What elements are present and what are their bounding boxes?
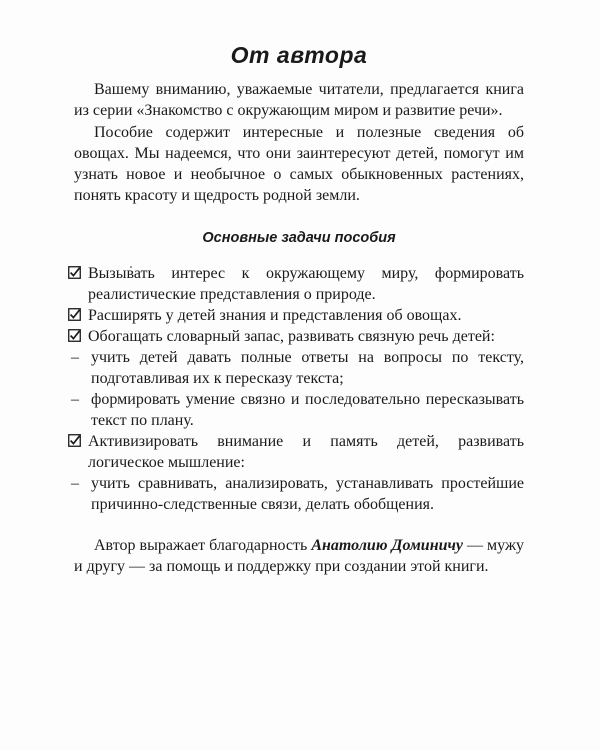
- dash-bullet-icon: –: [71, 391, 79, 408]
- page-content: [71, 42, 525, 577]
- intro-paragraph-1: Вашему вниманию, уважаемые читатели, предлагается книга из серии «Знакомство с окружающим миром и развитие речи».: [74, 81, 524, 119]
- checkbox-checked-icon: [68, 434, 81, 447]
- acknowledgement: [74, 535, 524, 577]
- checkbox-checked-icon: [68, 329, 81, 342]
- task-text: Расширять у детей знания и представления об овощах.: [88, 307, 462, 324]
- subtask-list: [68, 347, 524, 431]
- subtask-item: [68, 347, 524, 389]
- subtask-item: [68, 389, 524, 431]
- task-item: [68, 305, 524, 326]
- acknowledgement-name: Анатолию Доминичу: [311, 537, 463, 554]
- task-item: [68, 431, 524, 473]
- subtask-list: [68, 473, 524, 515]
- task-text: Активизировать внимание и память детей, развивать логическое мышление:: [88, 433, 524, 471]
- page-title: От автора: [230, 42, 368, 68]
- acknowledgement-before: Автор выражает благодарность: [94, 537, 312, 554]
- dash-bullet-icon: –: [71, 349, 79, 366]
- task-item: [68, 326, 524, 347]
- dash-bullet-icon: –: [71, 475, 79, 492]
- tasks-heading: Основные задачи пособия: [202, 230, 396, 246]
- subtask-text: учить детей давать полные ответы на вопросы по тексту, подготавливая их к пересказу текста;: [91, 349, 524, 387]
- checkbox-checked-icon: [68, 308, 81, 321]
- subtask-text: формировать умение связно и последовательно пересказывать текст по плану.: [91, 391, 524, 429]
- intro-paragraph-2: Пособие содержит интересные и полезные сведения об овощах. Мы надеемся, что они заинтересуют детей, помогут им узнать новое и необычное о самых обыкновенных растениях, понять красоту и щедрость родной земли.: [74, 124, 524, 204]
- task-text: Обогащать словарный запас, развивать связную речь детей:: [88, 328, 495, 345]
- acknowledgement-after: — мужу и другу — за помощь и поддержку при создании этой книги.: [74, 537, 525, 575]
- task-text: Вызывать интерес к окружающему миру, формировать реалистические представления о природе.: [88, 265, 524, 303]
- tasks-list: [68, 263, 524, 515]
- task-item: [68, 263, 524, 305]
- subtask-item: [68, 473, 524, 515]
- checkbox-checked-icon: [68, 266, 81, 279]
- subtask-text: учить сравнивать, анализировать, устанавливать простейшие причинно-следственные связи, делать обобщения.: [91, 475, 524, 513]
